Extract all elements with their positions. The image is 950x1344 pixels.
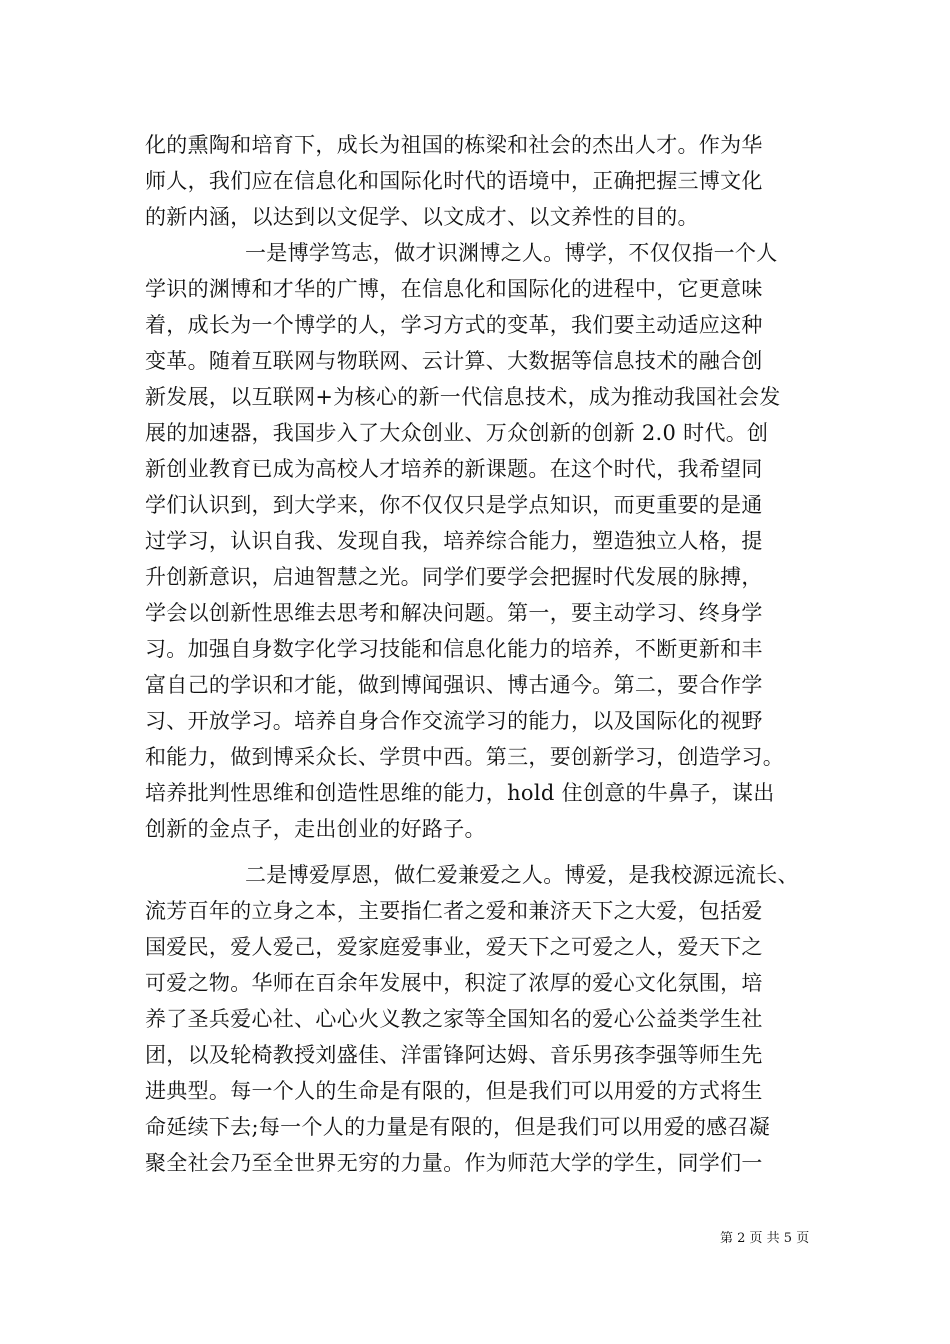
text-line: 和能力，做到博采众长、学贯中西。第三，要创新学习，创造学习。	[145, 745, 784, 769]
text-line: 聚全社会乃至全世界无穷的力量。作为师范大学的学生，同学们一	[145, 1151, 763, 1175]
text-line: 升创新意识，启迪智慧之光。同学们要学会把握时代发展的脉搏，	[145, 565, 763, 589]
text-line: 过学习，认识自我、发现自我，培养综合能力，塑造独立人格，提	[145, 529, 763, 553]
text-line: 习、开放学习。培养自身合作交流学习的能力，以及国际化的视野	[145, 709, 763, 733]
text-line: 学识的渊博和才华的广博，在信息化和国际化的进程中，它更意味	[145, 277, 763, 301]
text-line: 进典型。每一个人的生命是有限的，但是我们可以用爱的方式将生	[145, 1079, 763, 1103]
text-line: 创新的金点子，走出创业的好路子。	[145, 817, 486, 841]
paragraph-second-line: 二是博爱厚恩，做仁爱兼爱之人。博爱，是我校源远流长、	[245, 863, 799, 887]
text-line: 可爱之物。华师在百余年发展中，积淀了浓厚的爱心文化氛围，培	[145, 971, 763, 995]
text-line: 化的熏陶和培育下，成长为祖国的栋梁和社会的杰出人才。作为华	[145, 133, 763, 157]
text-line: 变革。随着互联网与物联网、云计算、大数据等信息技术的融合创	[145, 349, 763, 373]
text-line: 培养批判性思维和创造性思维的能力，hold 住创意的牛鼻子，谋出	[145, 781, 775, 805]
text-line: 新创业教育已成为高校人才培养的新课题。在这个时代，我希望同	[145, 457, 763, 481]
text-line: 富自己的学识和才能，做到博闻强识、博古通今。第二，要合作学	[145, 673, 763, 697]
text-line: 养了圣兵爱心社、心心火义教之家等全国知名的爱心公益类学生社	[145, 1007, 763, 1031]
text-line: 师人，我们应在信息化和国际化时代的语境中，正确把握三博文化	[145, 169, 763, 193]
page-number: 第 2 页 共 5 页	[720, 1231, 810, 1246]
text-line: 的新内涵，以达到以文促学、以文成才、以文养性的目的。	[145, 205, 699, 229]
text-line: 学们认识到，到大学来，你不仅仅只是学点知识，而更重要的是通	[145, 493, 763, 517]
text-line: 团，以及轮椅教授刘盛佳、洋雷锋阿达姆、音乐男孩李强等师生先	[145, 1043, 763, 1067]
paragraph-first-line: 一是博学笃志，做才识渊博之人。博学，不仅仅指一个人	[245, 241, 778, 265]
text-line: 展的加速器，我国步入了大众创业、万众创新的创新 2.0 时代。创	[145, 421, 769, 445]
text-line: 学会以创新性思维去思考和解决问题。第一，要主动学习、终身学	[145, 601, 763, 625]
text-line: 流芳百年的立身之本，主要指仁者之爱和兼济天下之大爱，包括爱	[145, 899, 763, 923]
text-line: 着，成长为一个博学的人，学习方式的变革，我们要主动适应这种	[145, 313, 763, 337]
text-line: 习。加强自身数字化学习技能和信息化能力的培养，不断更新和丰	[145, 637, 763, 661]
text-line: 命延续下去;每一个人的力量是有限的，但是我们可以用爱的感召凝	[145, 1115, 771, 1139]
text-line: 国爱民，爱人爱己，爱家庭爱事业，爱天下之可爱之人，爱天下之	[145, 935, 763, 959]
text-line: 新发展，以互联网+为核心的新一代信息技术，成为推动我国社会发	[145, 385, 781, 409]
